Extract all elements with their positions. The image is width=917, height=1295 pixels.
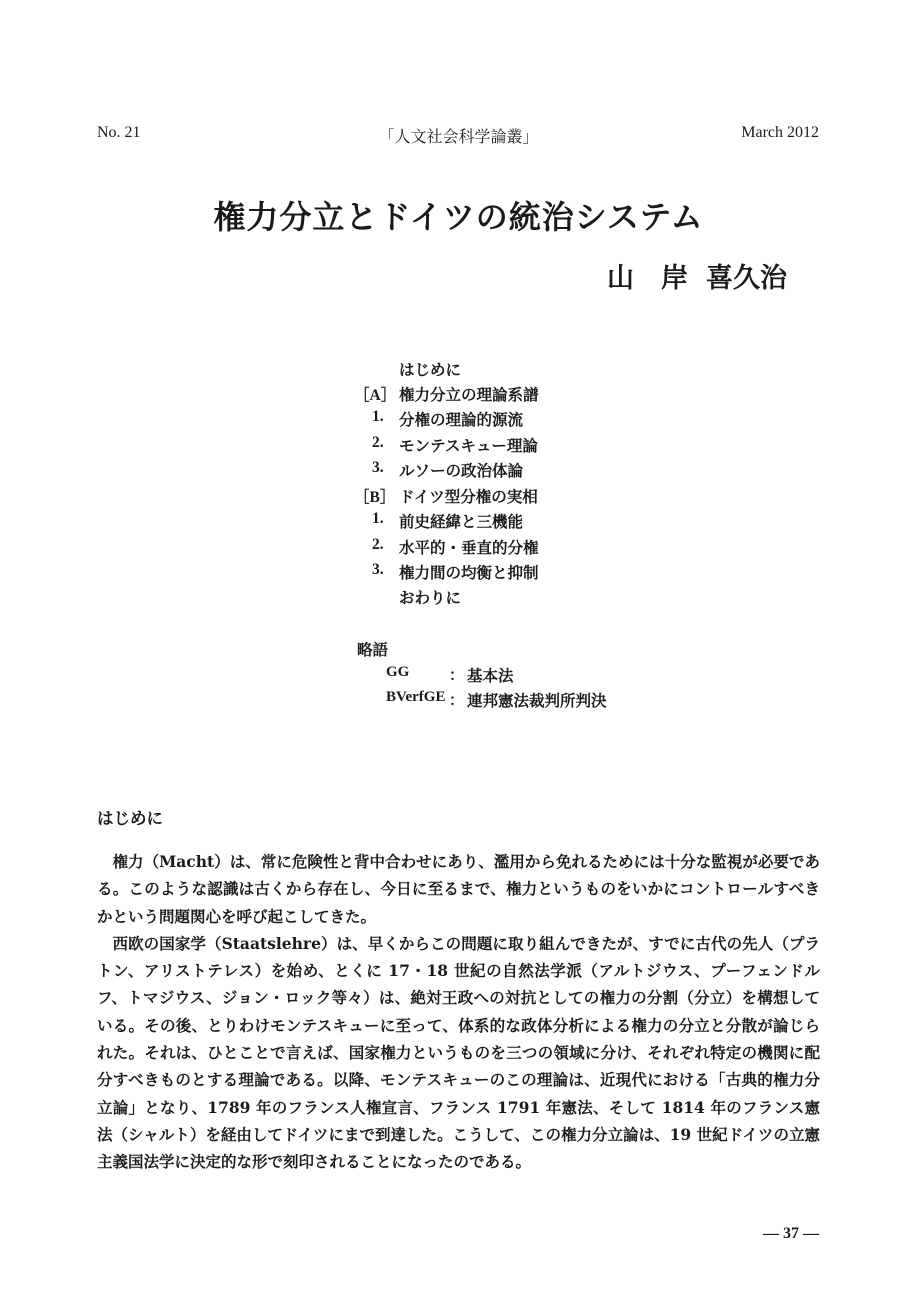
abbreviation-colon: ： [449,666,465,684]
paper-title: 権力分立とドイツの統治システム [213,198,704,236]
abbreviation-key: BVerfGE [386,689,446,705]
body-text [97,848,820,1176]
toc-label: 権力分立の理論系譜 [399,385,539,404]
author-family-name: 山 岸 [607,263,688,294]
issue-number: No. 21 [97,124,141,141]
toc-label: 分権の理論的源流 [399,410,524,429]
abbreviation-value: 基本法 [467,666,514,685]
issue-date: March 2012 [741,124,819,141]
toc-label: おわりに [399,588,462,607]
toc-label: ドイツ型分権の実相 [399,487,538,506]
page-number: — 37 — [763,1225,819,1242]
author-given-name: 喜久治 [706,263,787,294]
toc-mark: 1. [372,510,384,527]
toc-label: モンテスキュー理論 [399,436,538,455]
toc-label: 水平的・垂直的分権 [399,538,539,557]
toc-label: はじめに [399,360,462,379]
toc-mark: 3. [372,459,384,476]
section-heading: はじめに [97,809,163,828]
journal-name: 「人文社会科学論叢」 [378,129,539,146]
toc-mark: 1. [372,408,384,425]
toc-label: 権力間の均衡と抑制 [399,563,539,582]
paragraph: 西欧の国家学（Staatslehre）は、早くからこの問題に取り組んできたが、すでに古代の先人（プラトン、アリストテレス）を始め、とくに 17・18 世紀の自然法学派（アルトジウス、プーフェンドルフ、トマジウス、ジョン・ロック等々）は、絶対王政への対抗としての権力の分割（分立）を構想している。その後、とりわけモンテスキューに至って、体系的な政体分析による権力の分立と分散が論じられた。それは、ひとことで言えば、国家権力というものを三つの領域に分け、それぞれ特定の機関に配分すべきものとする理論である。以降、モンテスキューのこの理論は、近現代における「古典的権力分立論」となり、1789 年のフランス人権宣言、フランス 1791 年憲法、そして 1814 年のフランス憲法（シャルト）を経由してドイツにまで到達した。こうして、この権力分立論は、19 世紀ドイツの立憲主義国法学に決定的な形で刻印されることになったのである。 [97,933,820,1172]
abbreviation-key: GG [386,664,410,680]
toc-mark: ［A］ [354,387,397,404]
paragraph: 権力（Macht）は、常に危険性と背中合わせにあり、濫用から免れるためには十分な監視が必要である。このような認識は古くから存在し、今日に至るまで、権力というものをいかにコントロールすべきかという問題関心を呼び起こしてきた。 [97,852,820,926]
abbreviation-value: 連邦憲法裁判所判決 [467,691,607,710]
abbreviation-colon: ： [449,691,465,709]
toc-mark: ［B］ [354,489,396,506]
toc-label: 前史経緯と三機能 [399,512,524,531]
abbreviations-title: 略語 [357,640,389,659]
toc-mark: 2. [372,434,384,451]
author-name [607,256,787,295]
toc-mark: 2. [372,536,384,553]
toc-label: ルソーの政治体論 [399,461,524,480]
toc-mark: 3. [372,561,384,578]
